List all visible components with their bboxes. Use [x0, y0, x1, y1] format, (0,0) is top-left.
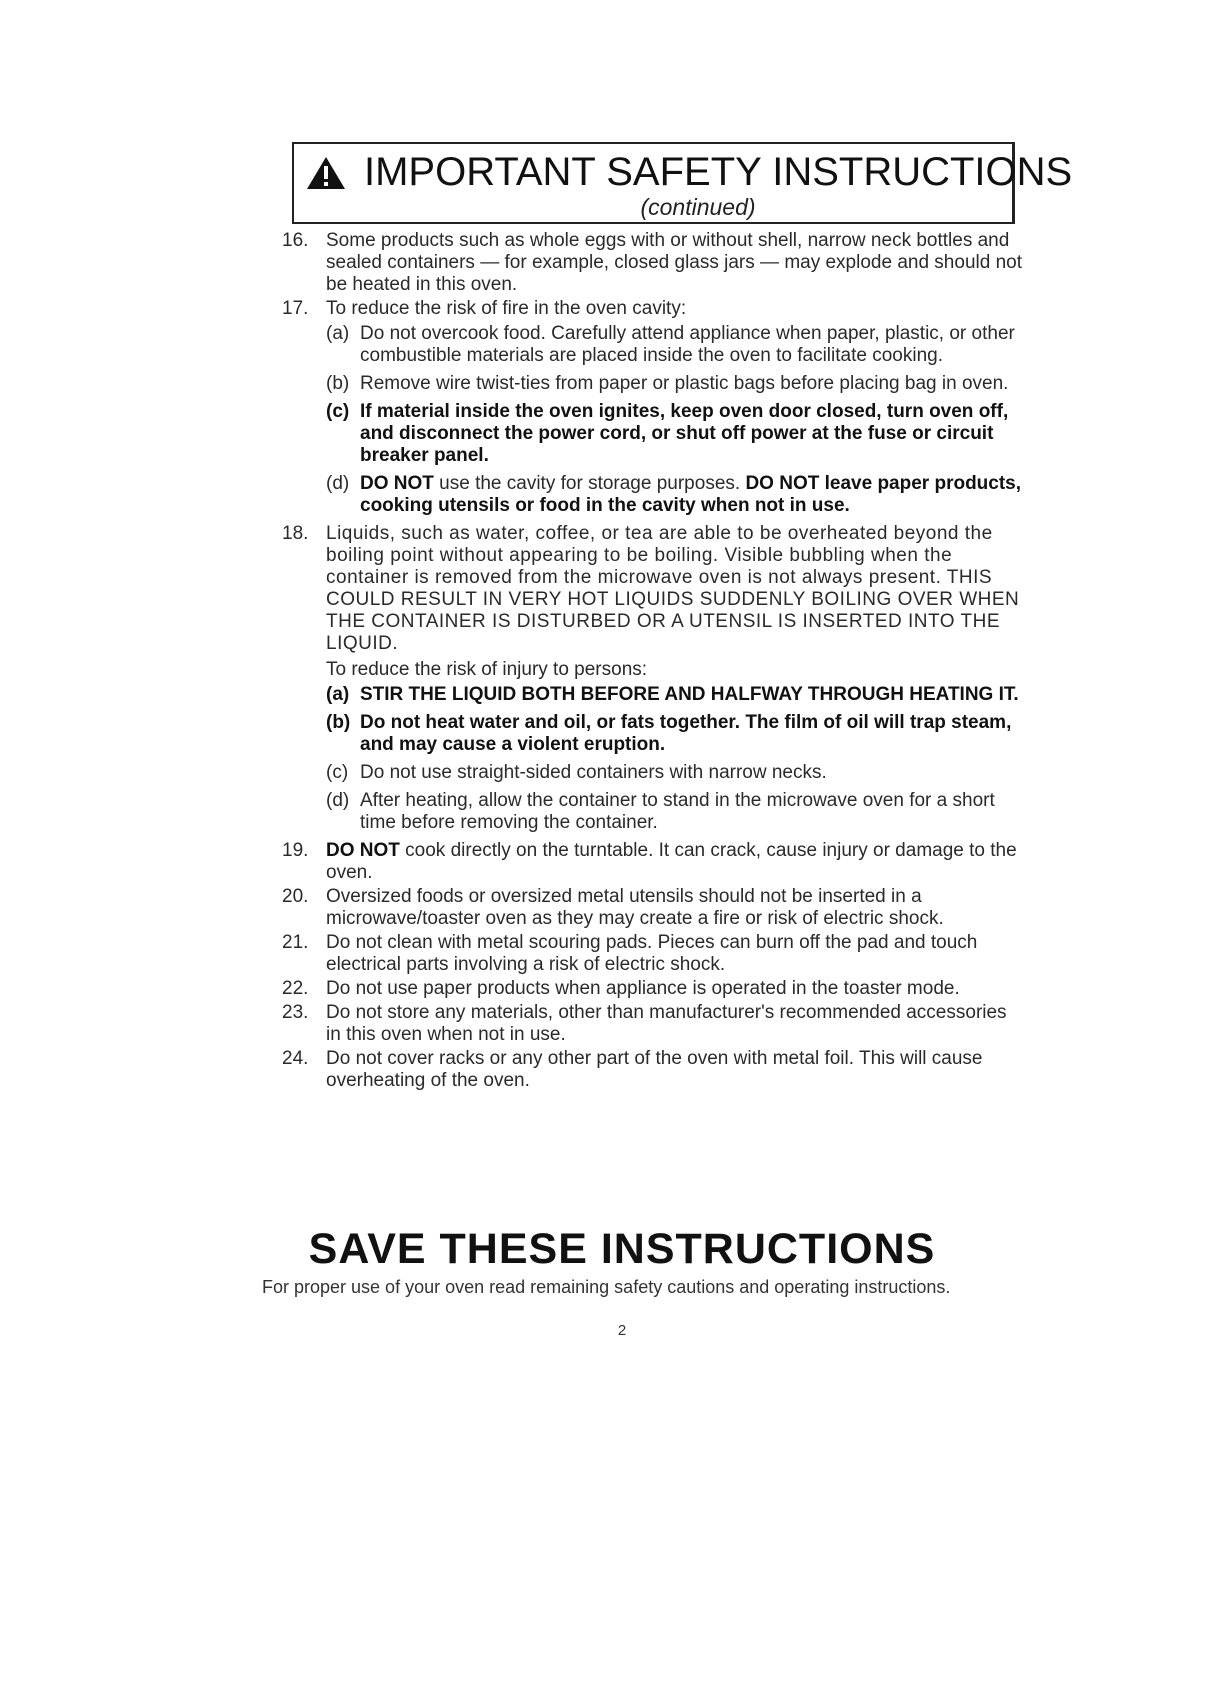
sub-item — [326, 684, 1022, 706]
sub-item-text: Do not heat water and oil, or fats together. The film of oil will trap steam, and may cause a violent eruption. — [360, 712, 1012, 755]
sub-item — [326, 762, 1022, 784]
sub-item-label: (c) — [326, 401, 350, 422]
sub-item-label: (a) — [326, 323, 350, 344]
safety-instructions-list — [282, 230, 1022, 1094]
warning-triangle-icon — [306, 156, 346, 190]
item-text: Do not clean with metal scouring pads. Pieces can burn off the pad and touch electrical parts involving a risk of electric shock. — [326, 932, 978, 975]
item-number: 16. — [282, 230, 309, 251]
sub-item-label: (c) — [326, 762, 349, 783]
sub-item-text: Remove wire twist-ties from paper or plastic bags before placing bag in oven. — [360, 373, 1009, 394]
sub-item-label: (d) — [326, 790, 350, 811]
list-item — [282, 978, 1022, 1000]
item-number: 18. — [282, 523, 309, 544]
list-item — [282, 298, 1022, 517]
sub-item — [326, 373, 1022, 395]
sub-item-label: (a) — [326, 684, 350, 705]
sub-item-label: (b) — [326, 712, 351, 733]
sub-item — [326, 790, 1022, 834]
emphasis-text: DO NOT leave paper products, cooking utensils or food in the cavity when not in use. — [360, 473, 1022, 516]
item-number: 21. — [282, 932, 309, 953]
item-number: 17. — [282, 298, 309, 319]
save-instructions-heading: SAVE THESE INSTRUCTIONS — [308, 1225, 936, 1273]
emphasis-text: DO NOT — [360, 473, 434, 494]
item-number: 20. — [282, 886, 309, 907]
sub-item-text: Do not use straight-sided containers with narrow necks. — [360, 762, 827, 783]
list-item — [282, 1048, 1022, 1092]
list-item — [282, 1002, 1022, 1046]
item-number: 19. — [282, 840, 309, 861]
header-title-row — [306, 150, 1072, 195]
emphasis-text: DO NOT — [326, 840, 400, 861]
item-number: 22. — [282, 978, 309, 999]
list-item — [282, 886, 1022, 930]
sub-item-text-part: use the cavity for storage purposes. — [433, 473, 746, 494]
page-subtitle: (continued) — [640, 194, 756, 220]
item-number: 23. — [282, 1002, 309, 1023]
page-title: IMPORTANT SAFETY INSTRUCTIONS — [364, 150, 1073, 194]
sub-item-text — [360, 473, 1022, 517]
list-item — [282, 840, 1022, 884]
item-text: Do not store any materials, other than manufacturer's recommended accessories in this oven when not in use. — [326, 1002, 1007, 1045]
item-intro: To reduce the risk of injury to persons: — [326, 659, 648, 680]
item-number: 24. — [282, 1048, 309, 1069]
sub-item-text: STIR THE LIQUID BOTH BEFORE AND HALFWAY THROUGH HEATING IT. — [360, 684, 1019, 705]
safety-header-box — [292, 142, 1073, 224]
sub-item-text: If material inside the oven ignites, keep oven door closed, turn oven off, and disconnect the power cord, or shut off power at the fuse or circuit breaker panel. — [360, 401, 1009, 466]
list-item — [282, 230, 1022, 296]
item-text: Do not use paper products when appliance is operated in the toaster mode. — [326, 978, 960, 999]
sub-item-text: Do not overcook food. Carefully attend appliance when paper, plastic, or other combustible materials are placed inside the oven to facilitate cooking. — [360, 323, 1015, 366]
item-text: Some products such as whole eggs with or without shell, narrow neck bottles and sealed containers — for example, closed glass jars — may explode and should not be heated in this oven. — [326, 230, 1022, 295]
sub-item — [326, 712, 1022, 756]
save-instructions-note: For proper use of your oven read remaining safety cautions and operating instructions. — [262, 1277, 951, 1297]
sub-item — [326, 323, 1022, 367]
sub-item-label: (b) — [326, 373, 350, 394]
item-text: Do not cover racks or any other part of the oven with metal foil. This will cause overheating of the oven. — [326, 1048, 983, 1091]
item-text: Oversized foods or oversized metal utensils should not be inserted in a microwave/toaster oven as they may create a fire or risk of electric shock. — [326, 886, 944, 929]
sub-item — [326, 473, 1022, 517]
item-text: Liquids, such as water, coffee, or tea are able to be overheated beyond the boiling point without appearing to be boiling. Visible bubbling when the container is removed from the microwave oven is not always present. THIS COULD RESULT IN VERY HOT LIQUIDS SUDDENLY BOILING OVER WHEN THE CONTAINER IS DISTURBED OR A UTENSIL IS INSERTED INTO THE LIQUID. — [326, 523, 1020, 654]
list-item — [282, 932, 1022, 976]
sub-item-label: (d) — [326, 473, 350, 494]
item-text — [326, 840, 1022, 884]
item-text: To reduce the risk of fire in the oven cavity: — [326, 298, 687, 319]
list-item — [282, 523, 1022, 834]
page-number: 2 — [617, 1322, 627, 1339]
sub-item-text: After heating, allow the container to stand in the microwave oven for a short time before removing the container. — [360, 790, 995, 833]
sub-item — [326, 401, 1022, 467]
item-text-part: cook directly on the turntable. It can crack, cause injury or damage to the oven. — [326, 840, 1017, 883]
